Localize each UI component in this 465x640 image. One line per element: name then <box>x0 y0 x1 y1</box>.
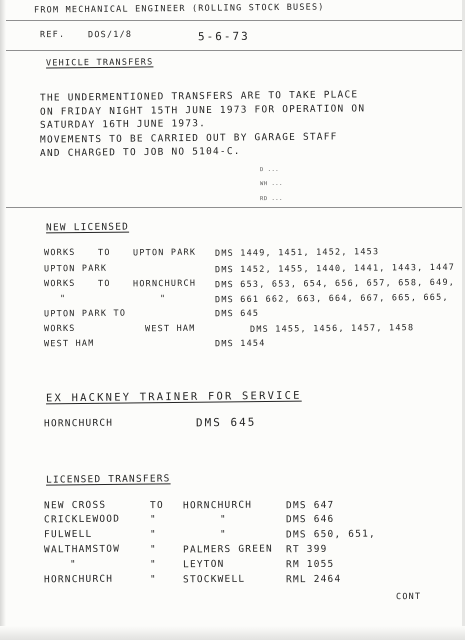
body-line-3: SATURDAY 16TH JUNE 1973. <box>39 118 207 131</box>
new-row-4-from: " <box>59 293 67 305</box>
new-row-1-dest: UPTON PARK <box>132 247 197 259</box>
header-divider <box>6 20 465 21</box>
lic-row-5-from: " <box>69 558 77 571</box>
new-row-6-dest: WEST HAM <box>144 323 196 335</box>
new-row-3-to: TO <box>97 278 111 290</box>
from-line: FROM MECHANICAL ENGINEER (ROLLING STOCK BUSES) <box>33 2 325 16</box>
new-licensed-heading: NEW LICENSED <box>45 221 130 234</box>
cont-label: CONT <box>395 591 422 603</box>
faint-line-1: D ... <box>259 166 280 174</box>
lic-row-5-dest: LEYTON <box>182 558 225 571</box>
section-divider <box>6 207 465 208</box>
lic-row-1-from: NEW CROSS <box>43 499 107 512</box>
ex-hackney-vehicle: DMS 645 <box>195 415 257 430</box>
lic-row-6-dest: STOCKWELL <box>182 573 246 586</box>
lic-row-2-to: " <box>149 513 157 526</box>
body-line-4: MOVEMENTS TO BE CARRIED OUT BY GARAGE STAFF <box>39 131 338 146</box>
new-row-7-from: WEST HAM <box>43 338 95 350</box>
new-row-3-from: WORKS <box>43 278 76 290</box>
lic-row-5-vehicles: RM 1055 <box>285 558 335 571</box>
ex-hackney-heading: EX HACKNEY TRAINER FOR SERVICE <box>45 389 302 405</box>
new-row-2-from: UPTON PARK <box>43 263 108 275</box>
lic-row-2-dest: " <box>219 513 227 526</box>
new-row-6-vehicles: DMS 1455, 1456, 1457, 1458 <box>249 323 415 335</box>
lic-row-5-to: " <box>149 558 157 571</box>
lic-row-4-dest: PALMERS GREEN <box>182 543 274 556</box>
lic-row-4-vehicles: RT 399 <box>285 543 328 556</box>
lic-row-6-vehicles: RML 2464 <box>285 573 342 586</box>
lic-row-1-vehicles: DMS 647 <box>285 499 335 512</box>
lic-row-3-vehicles: DMS 650, 651, <box>285 528 377 541</box>
memo-date: 5-6-73 <box>197 29 250 44</box>
lic-row-2-from: CRICKLEWOOD <box>43 513 121 526</box>
ref-number: DOS/1/8 <box>87 29 133 41</box>
lic-row-1-to: TO <box>149 499 164 512</box>
lic-row-1-dest: HORNCHURCH <box>182 499 253 512</box>
new-row-6-from: WORKS <box>43 323 76 335</box>
new-row-7-vehicles: DMS 1454 <box>214 338 266 350</box>
new-row-1-to: TO <box>97 247 111 259</box>
ref-divider <box>6 50 465 51</box>
new-row-1-from: WORKS <box>43 247 76 259</box>
new-row-1-vehicles: DMS 1449, 1451, 1452, 1453 <box>214 247 380 259</box>
body-line-1: THE UNDERMENTIONED TRANSFERS ARE TO TAKE PLACE <box>39 89 359 104</box>
body-line-5: AND CHARGED TO JOB NO 5104-C. <box>39 145 241 160</box>
new-row-5-from: UPTON PARK TO <box>43 308 127 320</box>
new-row-4-vehicles: DMS 661 662, 663, 664, 667, 665, 665, <box>214 292 449 306</box>
faint-line-3: RD ... <box>259 195 283 203</box>
lic-row-2-vehicles: DMS 646 <box>285 513 335 526</box>
lic-row-4-from: WALTHAMSTOW <box>43 543 121 556</box>
licensed-transfers-heading: LICENSED TRANSFERS <box>45 473 171 486</box>
new-row-2-vehicles: DMS 1452, 1455, 1440, 1441, 1443, 1447 <box>214 262 456 276</box>
lic-row-4-to: " <box>149 543 157 556</box>
ex-hackney-garage: HORNCHURCH <box>43 417 114 430</box>
faint-line-2: WH ... <box>259 180 283 188</box>
body-line-2: ON FRIDAY NIGHT 15TH JUNE 1973 FOR OPERATION ON <box>39 103 366 118</box>
lic-row-6-to: " <box>149 573 157 586</box>
lic-row-3-from: FULWELL <box>43 528 93 541</box>
lic-row-6-from: HORNCHURCH <box>43 573 114 586</box>
new-row-3-dest: HORNCHURCH <box>132 278 197 290</box>
vehicle-transfers-heading: VEHICLE TRANSFERS <box>45 57 154 69</box>
new-row-3-vehicles: DMS 653, 653, 654, 656, 657, 658, 649, <box>214 277 456 291</box>
scan-bottom-shade <box>0 626 465 640</box>
lic-row-3-dest: " <box>219 528 227 541</box>
ref-label: REF. <box>39 29 66 41</box>
new-row-4-dest: " <box>159 293 167 305</box>
new-row-5-vehicles: DMS 645 <box>214 308 260 320</box>
lic-row-3-to: " <box>149 528 157 541</box>
